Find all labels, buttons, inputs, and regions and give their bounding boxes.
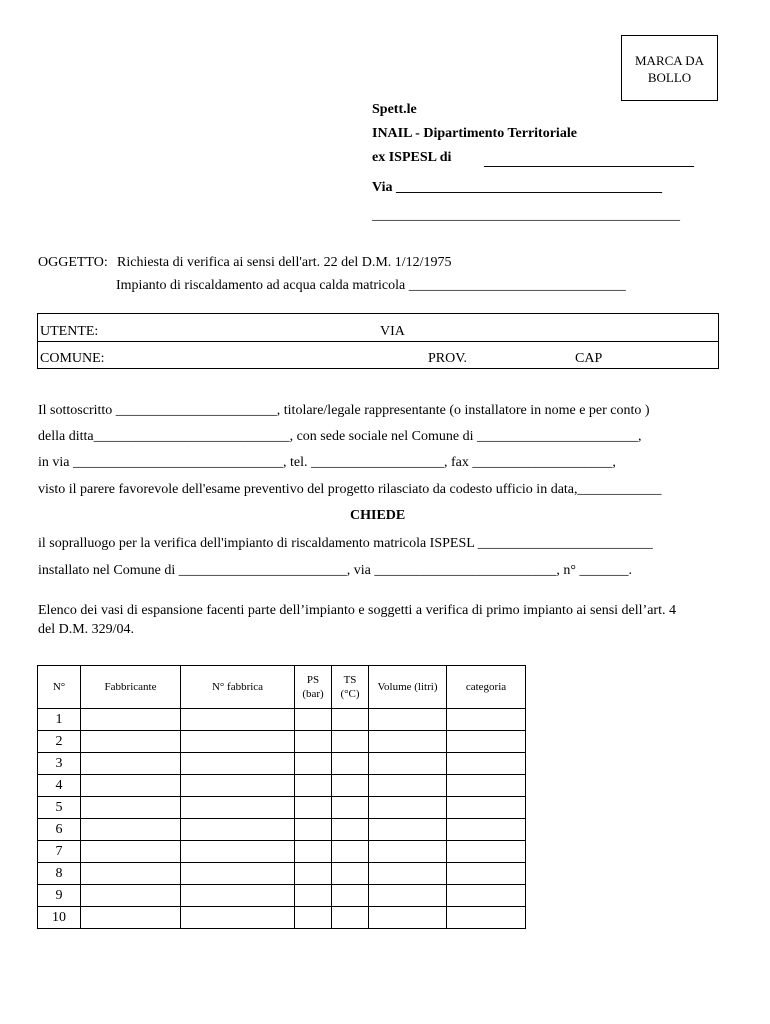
stamp-box — [621, 35, 718, 101]
cell-ps[interactable] — [295, 797, 332, 819]
cap-label: CAP — [575, 351, 603, 366]
cell-fabbricante[interactable] — [81, 797, 181, 819]
cell-categoria[interactable] — [447, 709, 526, 731]
row-number: 6 — [38, 819, 81, 841]
cell-fabbrica[interactable] — [181, 709, 295, 731]
table-row — [38, 753, 526, 775]
table-row — [38, 819, 526, 841]
cell-ts[interactable] — [332, 841, 369, 863]
header-volume: Volume (litri) — [369, 666, 447, 709]
cell-ts[interactable] — [332, 753, 369, 775]
recipient-extra-line[interactable]: ____________________________________________ — [372, 208, 680, 223]
cell-categoria[interactable] — [447, 753, 526, 775]
cell-ps[interactable] — [295, 731, 332, 753]
row-number: 8 — [38, 863, 81, 885]
subject-text: Richiesta di verifica ai sensi dell'art. 22 del D.M. 1/12/1975 — [117, 255, 452, 270]
recipient-org: INAIL - Dipartimento Territoriale — [372, 126, 577, 141]
recipient-salutation: Spett.le — [372, 102, 417, 117]
cell-ts[interactable] — [332, 885, 369, 907]
table-row — [38, 709, 526, 731]
body-line2[interactable]: della ditta____________________________, con sede sociale nel Comune di _______________________, — [38, 429, 642, 444]
table-row — [38, 885, 526, 907]
row-number: 4 — [38, 775, 81, 797]
user-info-box — [37, 313, 719, 369]
cell-fabbricante[interactable] — [81, 841, 181, 863]
cell-volume[interactable] — [369, 819, 447, 841]
cell-volume[interactable] — [369, 907, 447, 929]
subject-label: OGGETTO: — [38, 255, 108, 270]
cell-ts[interactable] — [332, 863, 369, 885]
cell-fabbricante[interactable] — [81, 819, 181, 841]
cell-categoria[interactable] — [447, 885, 526, 907]
cell-ps[interactable] — [295, 863, 332, 885]
comune-label: COMUNE: — [40, 351, 105, 366]
cell-categoria[interactable] — [447, 775, 526, 797]
table-row — [38, 863, 526, 885]
cell-categoria[interactable] — [447, 863, 526, 885]
chiede-heading: CHIEDE — [350, 508, 406, 523]
recipient-via[interactable]: Via ______________________________________ — [372, 180, 662, 195]
via-label: VIA — [380, 324, 405, 339]
cell-ts[interactable] — [332, 907, 369, 929]
row-number: 3 — [38, 753, 81, 775]
body-line5[interactable]: il sopralluogo per la verifica dell'impianto di riscaldamento matricola ISPESL _________________________ — [38, 536, 653, 551]
cell-categoria[interactable] — [447, 841, 526, 863]
stamp-line2: BOLLO — [647, 70, 692, 85]
user-info-divider — [38, 341, 718, 342]
cell-ps[interactable] — [295, 775, 332, 797]
cell-volume[interactable] — [369, 863, 447, 885]
cell-ps[interactable] — [295, 753, 332, 775]
recipient-ex-blank[interactable]: ______________________________ — [484, 154, 694, 169]
table-header-row — [38, 666, 526, 709]
header-fabbrica: N° fabbrica — [181, 666, 295, 709]
recipient-ex: ex ISPESL di — [372, 150, 452, 165]
subject-line2[interactable]: Impianto di riscaldamento ad acqua calda matricola _______________________________ — [116, 278, 626, 293]
cell-volume[interactable] — [369, 731, 447, 753]
row-number: 1 — [38, 709, 81, 731]
utente-label: UTENTE: — [40, 324, 99, 339]
cell-fabbrica[interactable] — [181, 753, 295, 775]
cell-ps[interactable] — [295, 841, 332, 863]
cell-fabbrica[interactable] — [181, 731, 295, 753]
cell-ps[interactable] — [295, 907, 332, 929]
cell-ts[interactable] — [332, 819, 369, 841]
table-row — [38, 841, 526, 863]
row-number: 10 — [38, 907, 81, 929]
body-line1[interactable]: Il sottoscritto _______________________, titolare/legale rappresentante (o installatore in nome e per conto ) — [38, 403, 650, 418]
cell-fabbrica[interactable] — [181, 885, 295, 907]
cell-fabbricante[interactable] — [81, 863, 181, 885]
row-number: 5 — [38, 797, 81, 819]
row-number: 2 — [38, 731, 81, 753]
cell-volume[interactable] — [369, 775, 447, 797]
body-line6[interactable]: installato nel Comune di ________________________, via __________________________, n° _______. — [38, 563, 632, 578]
cell-categoria[interactable] — [447, 819, 526, 841]
row-number: 9 — [38, 885, 81, 907]
vessels-table — [37, 665, 526, 929]
cell-ts[interactable] — [332, 731, 369, 753]
cell-ps[interactable] — [295, 885, 332, 907]
cell-volume[interactable] — [369, 753, 447, 775]
cell-ts[interactable] — [332, 709, 369, 731]
table-row — [38, 731, 526, 753]
table-row — [38, 907, 526, 929]
cell-fabbricante[interactable] — [81, 885, 181, 907]
cell-categoria[interactable] — [447, 731, 526, 753]
cell-fabbricante[interactable] — [81, 753, 181, 775]
cell-fabbrica[interactable] — [181, 775, 295, 797]
header-ts: TS (°C) — [332, 666, 369, 709]
prov-label: PROV. — [428, 351, 468, 366]
cell-volume[interactable] — [369, 709, 447, 731]
header-categoria: categoria — [447, 666, 526, 709]
cell-categoria[interactable] — [447, 907, 526, 929]
header-ps: PS (bar) — [295, 666, 332, 709]
cell-fabbrica[interactable] — [181, 863, 295, 885]
cell-fabbricante[interactable] — [81, 731, 181, 753]
cell-ps[interactable] — [295, 709, 332, 731]
header-num: N° — [38, 666, 81, 709]
cell-fabbrica[interactable] — [181, 907, 295, 929]
row-number: 7 — [38, 841, 81, 863]
header-fabbricante: Fabbricante — [81, 666, 181, 709]
table-row — [38, 797, 526, 819]
stamp-line1: MARCA DA — [635, 53, 704, 68]
table-row — [38, 775, 526, 797]
cell-ts[interactable] — [332, 775, 369, 797]
cell-fabbrica[interactable] — [181, 841, 295, 863]
cell-volume[interactable] — [369, 797, 447, 819]
body-line4[interactable]: visto il parere favorevole dell'esame preventivo del progetto rilasciato da codesto ufficio in data,____________ — [38, 482, 662, 497]
cell-ts[interactable] — [332, 797, 369, 819]
elenco-line2: del D.M. 329/04. — [38, 622, 135, 637]
elenco-line1: Elenco dei vasi di espansione facenti parte dell’impianto e soggetti a verifica di primo impianto ai sensi dell’art. 4 — [38, 603, 676, 618]
body-line3[interactable]: in via ______________________________, tel. ___________________, fax ____________________, — [38, 455, 616, 470]
cell-ps[interactable] — [295, 819, 332, 841]
cell-fabbricante[interactable] — [81, 907, 181, 929]
cell-fabbricante[interactable] — [81, 709, 181, 731]
cell-fabbricante[interactable] — [81, 775, 181, 797]
cell-categoria[interactable] — [447, 797, 526, 819]
cell-volume[interactable] — [369, 841, 447, 863]
cell-fabbrica[interactable] — [181, 797, 295, 819]
cell-volume[interactable] — [369, 885, 447, 907]
cell-fabbrica[interactable] — [181, 819, 295, 841]
